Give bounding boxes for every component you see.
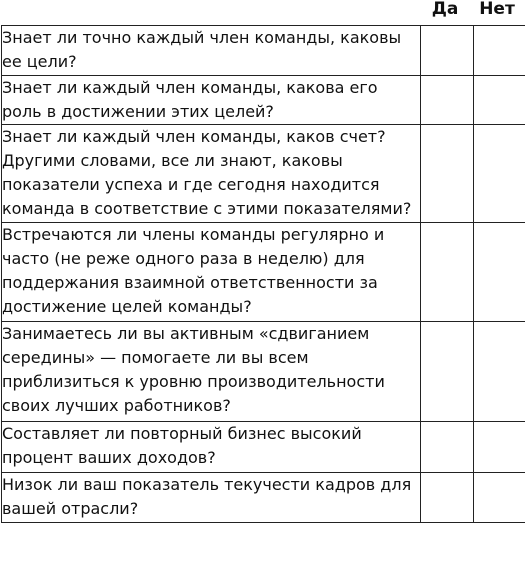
- question-text: Знает ли точно каждый член команды, каковы ее цели?: [2, 26, 421, 76]
- no-checkbox[interactable]: [474, 125, 525, 223]
- no-checkbox[interactable]: [474, 322, 525, 422]
- question-text: Знает ли каждый член команды, какова его роль в достижении этих целей?: [2, 76, 421, 125]
- yes-checkbox[interactable]: [421, 125, 474, 223]
- column-headers: [0, 0, 525, 22]
- table-row: [2, 125, 525, 223]
- no-checkbox[interactable]: [474, 76, 525, 125]
- table-row: [2, 223, 525, 322]
- question-text: Занимаетесь ли вы активным «сдвиганием середины» — помогаете ли вы всем приблизиться к уровню производительности своих лучших работников?: [2, 322, 421, 422]
- no-checkbox[interactable]: [474, 223, 525, 322]
- yes-checkbox[interactable]: [421, 422, 474, 473]
- no-checkbox[interactable]: [474, 473, 525, 523]
- table-row: [2, 26, 525, 76]
- yes-checkbox[interactable]: [421, 322, 474, 422]
- table-row: [2, 422, 525, 473]
- yes-checkbox[interactable]: [421, 26, 474, 76]
- no-column-header: Нет: [479, 0, 515, 19]
- table-row: [2, 473, 525, 523]
- checklist-table: [1, 25, 525, 523]
- no-checkbox[interactable]: [474, 422, 525, 473]
- yes-checkbox[interactable]: [421, 76, 474, 125]
- yes-checkbox[interactable]: [421, 223, 474, 322]
- no-checkbox[interactable]: [474, 26, 525, 76]
- question-text: Составляет ли повторный бизнес высокий процент ваших доходов?: [2, 422, 421, 473]
- table-row: [2, 76, 525, 125]
- yes-column-header: Да: [431, 0, 459, 19]
- question-text: Низок ли ваш показатель текучести кадров для вашей отрасли?: [2, 473, 421, 523]
- yes-checkbox[interactable]: [421, 473, 474, 523]
- table-row: [2, 322, 525, 422]
- question-text: Встречаются ли члены команды регулярно и часто (не реже одного раза в неделю) для поддержания взаимной ответственности за достижение целей команды?: [2, 223, 421, 322]
- question-text: Знает ли каждый член команды, каков счет? Другими словами, все ли знают, каковы показатели успеха и где сегодня находится команда в соответствие с этими показателями?: [2, 125, 421, 223]
